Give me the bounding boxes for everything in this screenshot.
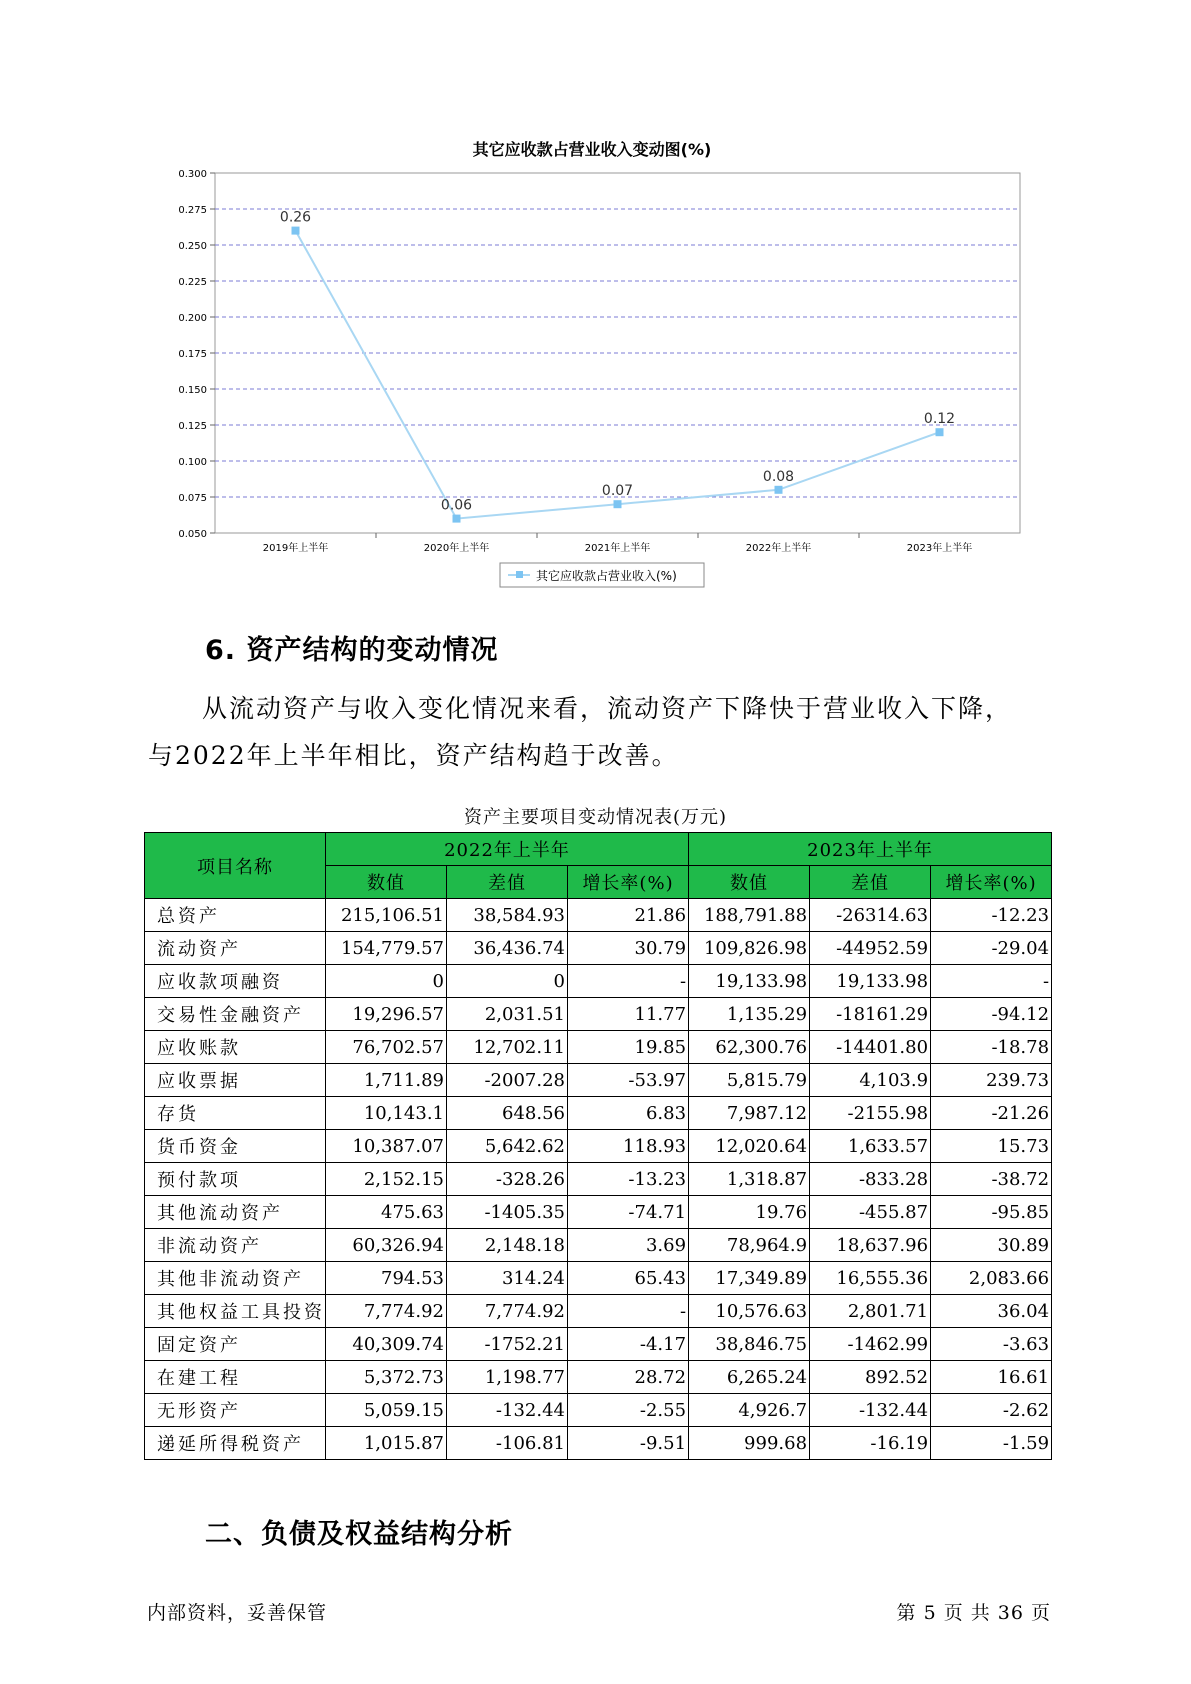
cell-growth-2022: -53.97: [568, 1064, 689, 1097]
cell-growth-2022: -13.23: [568, 1163, 689, 1196]
cell-value-2022: 0: [326, 965, 447, 998]
cell-value-2022: 5,372.73: [326, 1361, 447, 1394]
table-row: [145, 1163, 1052, 1196]
cell-value-2023: 999.68: [689, 1427, 810, 1460]
cell-item-name: 货币资金: [145, 1130, 326, 1163]
cell-value-2022: 76,702.57: [326, 1031, 447, 1064]
cell-growth-2023: 239.73: [931, 1064, 1052, 1097]
header-period-2022: 2022年上半年: [326, 833, 689, 866]
data-point-marker: [453, 515, 461, 523]
cell-growth-2022: 3.69: [568, 1229, 689, 1262]
subheader-value-2023: 数值: [689, 866, 810, 899]
legend-label: 其它应收款占营业收入(%): [536, 569, 677, 583]
cell-diff-2022: 1,198.77: [447, 1361, 568, 1394]
cell-item-name: 无形资产: [145, 1394, 326, 1427]
cell-diff-2023: -26314.63: [810, 899, 931, 932]
cell-value-2022: 475.63: [326, 1196, 447, 1229]
cell-item-name: 递延所得税资产: [145, 1427, 326, 1460]
y-tick-label: 0.125: [178, 421, 207, 432]
cell-diff-2023: -132.44: [810, 1394, 931, 1427]
paragraph-line-2: 与2022年上半年相比，资产结构趋于改善。: [148, 741, 679, 770]
cell-diff-2022: -328.26: [447, 1163, 568, 1196]
cell-growth-2022: -9.51: [568, 1427, 689, 1460]
subheader-growth-2023: 增长率(%): [931, 866, 1052, 899]
cell-item-name: 预付款项: [145, 1163, 326, 1196]
cell-value-2022: 60,326.94: [326, 1229, 447, 1262]
cell-value-2023: 7,987.12: [689, 1097, 810, 1130]
cell-diff-2022: 12,702.11: [447, 1031, 568, 1064]
cell-diff-2023: 16,555.36: [810, 1262, 931, 1295]
cell-item-name: 固定资产: [145, 1328, 326, 1361]
subheader-growth-2022: 增长率(%): [568, 866, 689, 899]
cell-growth-2022: 11.77: [568, 998, 689, 1031]
cell-value-2023: 78,964.9: [689, 1229, 810, 1262]
cell-diff-2023: -833.28: [810, 1163, 931, 1196]
cell-item-name: 交易性金融资产: [145, 998, 326, 1031]
subheader-value-2022: 数值: [326, 866, 447, 899]
table-row: [145, 1031, 1052, 1064]
cell-diff-2022: 38,584.93: [447, 899, 568, 932]
cell-value-2022: 10,143.1: [326, 1097, 447, 1130]
table-caption: 资产主要项目变动情况表(万元): [463, 807, 728, 828]
data-value-label: 0.26: [279, 209, 312, 226]
data-value-label: 0.12: [923, 411, 956, 428]
cell-diff-2023: 18,637.96: [810, 1229, 931, 1262]
cell-item-name: 应收账款: [145, 1031, 326, 1064]
cell-diff-2023: 4,103.9: [810, 1064, 931, 1097]
cell-growth-2022: 28.72: [568, 1361, 689, 1394]
cell-value-2023: 19.76: [689, 1196, 810, 1229]
cell-growth-2023: 15.73: [931, 1130, 1052, 1163]
y-tick-label: 0.050: [178, 529, 207, 540]
cell-value-2023: 5,815.79: [689, 1064, 810, 1097]
y-tick-label: 0.200: [178, 313, 207, 324]
data-value-label: 0.07: [601, 483, 634, 500]
cell-diff-2022: -132.44: [447, 1394, 568, 1427]
cell-growth-2023: -38.72: [931, 1163, 1052, 1196]
cell-growth-2023: -: [931, 965, 1052, 998]
cell-value-2023: 62,300.76: [689, 1031, 810, 1064]
cell-value-2023: 6,265.24: [689, 1361, 810, 1394]
y-tick-label: 0.150: [178, 385, 207, 396]
cell-diff-2023: -18161.29: [810, 998, 931, 1031]
cell-value-2023: 38,846.75: [689, 1328, 810, 1361]
table-row: [145, 899, 1052, 932]
asset-structure-paragraph: [148, 685, 1048, 779]
cell-diff-2023: -14401.80: [810, 1031, 931, 1064]
cell-growth-2023: -21.26: [931, 1097, 1052, 1130]
cell-diff-2022: 36,436.74: [447, 932, 568, 965]
data-value-label: 0.06: [440, 497, 473, 514]
y-tick-label: 0.300: [178, 169, 207, 180]
header-period-2023: 2023年上半年: [689, 833, 1052, 866]
cell-diff-2023: -1462.99: [810, 1328, 931, 1361]
cell-diff-2022: -106.81: [447, 1427, 568, 1460]
cell-item-name: 非流动资产: [145, 1229, 326, 1262]
cell-diff-2023: 19,133.98: [810, 965, 931, 998]
cell-value-2022: 215,106.51: [326, 899, 447, 932]
cell-growth-2022: 65.43: [568, 1262, 689, 1295]
cell-value-2022: 5,059.15: [326, 1394, 447, 1427]
cell-growth-2023: -12.23: [931, 899, 1052, 932]
subheader-diff-2022: 差值: [447, 866, 568, 899]
cell-diff-2023: -44952.59: [810, 932, 931, 965]
cell-growth-2023: -1.59: [931, 1427, 1052, 1460]
subheader-diff-2023: 差值: [810, 866, 931, 899]
cell-growth-2023: -29.04: [931, 932, 1052, 965]
cell-diff-2022: 7,774.92: [447, 1295, 568, 1328]
table-row: [145, 1130, 1052, 1163]
cell-growth-2023: 30.89: [931, 1229, 1052, 1262]
cell-growth-2022: 21.86: [568, 899, 689, 932]
table-row: [145, 1097, 1052, 1130]
cell-growth-2022: 19.85: [568, 1031, 689, 1064]
cell-value-2022: 10,387.07: [326, 1130, 447, 1163]
cell-value-2023: 17,349.89: [689, 1262, 810, 1295]
x-tick-label: 2021年上半年: [584, 543, 651, 554]
cell-diff-2022: -1752.21: [447, 1328, 568, 1361]
cell-value-2023: 1,318.87: [689, 1163, 810, 1196]
cell-value-2023: 10,576.63: [689, 1295, 810, 1328]
line-chart-svg: [160, 135, 1040, 595]
footer-page-number: 第 5 页 共 36 页: [896, 1602, 1051, 1624]
cell-diff-2023: 2,801.71: [810, 1295, 931, 1328]
cell-growth-2022: -2.55: [568, 1394, 689, 1427]
cell-value-2023: 19,133.98: [689, 965, 810, 998]
asset-items-table: [144, 832, 1052, 1460]
cell-diff-2022: 2,148.18: [447, 1229, 568, 1262]
cell-item-name: 在建工程: [145, 1361, 326, 1394]
cell-diff-2022: -1405.35: [447, 1196, 568, 1229]
chart-title: 其它应收款占营业收入变动图(%): [472, 140, 712, 159]
cell-item-name: 应收票据: [145, 1064, 326, 1097]
table-row: [145, 1328, 1052, 1361]
cell-item-name: 其他权益工具投资: [145, 1295, 326, 1328]
cell-item-name: 应收款项融资: [145, 965, 326, 998]
cell-growth-2022: 118.93: [568, 1130, 689, 1163]
cell-value-2023: 109,826.98: [689, 932, 810, 965]
table-row: [145, 998, 1052, 1031]
y-tick-label: 0.100: [178, 457, 207, 468]
table-row: [145, 1064, 1052, 1097]
table-row: [145, 932, 1052, 965]
y-tick-label: 0.250: [178, 241, 207, 252]
y-tick-label: 0.075: [178, 493, 207, 504]
cell-diff-2023: -455.87: [810, 1196, 931, 1229]
cell-growth-2023: -18.78: [931, 1031, 1052, 1064]
cell-value-2023: 188,791.88: [689, 899, 810, 932]
table-row: [145, 1394, 1052, 1427]
table-row: [145, 1361, 1052, 1394]
cell-item-name: 其他流动资产: [145, 1196, 326, 1229]
other-receivables-chart: [160, 135, 1040, 595]
data-point-marker: [936, 428, 944, 436]
header-item-name: 项目名称: [145, 833, 326, 899]
cell-item-name: 其他非流动资产: [145, 1262, 326, 1295]
cell-value-2022: 154,779.57: [326, 932, 447, 965]
table-row: [145, 1229, 1052, 1262]
cell-diff-2022: 5,642.62: [447, 1130, 568, 1163]
cell-diff-2023: -16.19: [810, 1427, 931, 1460]
table-row: [145, 1196, 1052, 1229]
table-row: [145, 1295, 1052, 1328]
y-tick-label: 0.225: [178, 277, 207, 288]
cell-diff-2023: 1,633.57: [810, 1130, 931, 1163]
cell-value-2022: 1,711.89: [326, 1064, 447, 1097]
cell-value-2023: 12,020.64: [689, 1130, 810, 1163]
legend-marker-sample: [516, 571, 523, 578]
table-row: [145, 1427, 1052, 1460]
cell-growth-2023: 2,083.66: [931, 1262, 1052, 1295]
x-tick-label: 2020年上半年: [423, 543, 490, 554]
cell-value-2023: 1,135.29: [689, 998, 810, 1031]
cell-diff-2022: 648.56: [447, 1097, 568, 1130]
cell-value-2022: 1,015.87: [326, 1427, 447, 1460]
cell-growth-2023: 16.61: [931, 1361, 1052, 1394]
cell-growth-2022: -: [568, 965, 689, 998]
cell-value-2022: 19,296.57: [326, 998, 447, 1031]
x-tick-label: 2022年上半年: [745, 543, 812, 554]
cell-growth-2022: -74.71: [568, 1196, 689, 1229]
cell-value-2022: 40,309.74: [326, 1328, 447, 1361]
cell-item-name: 总资产: [145, 899, 326, 932]
cell-growth-2023: -95.85: [931, 1196, 1052, 1229]
data-point-marker: [292, 227, 300, 235]
chart-legend: [500, 563, 704, 587]
table-row: [145, 1262, 1052, 1295]
cell-growth-2022: 6.83: [568, 1097, 689, 1130]
cell-growth-2023: -94.12: [931, 998, 1052, 1031]
cell-diff-2023: -2155.98: [810, 1097, 931, 1130]
cell-growth-2022: -: [568, 1295, 689, 1328]
y-tick-label: 0.175: [178, 349, 207, 360]
cell-growth-2023: -2.62: [931, 1394, 1052, 1427]
footer-confidential-note: 内部资料，妥善保管: [147, 1602, 328, 1624]
cell-item-name: 流动资产: [145, 932, 326, 965]
cell-value-2022: 794.53: [326, 1262, 447, 1295]
section-heading-liabilities-equity: 二、负债及权益结构分析: [205, 1519, 513, 1550]
cell-value-2023: 4,926.7: [689, 1394, 810, 1427]
cell-item-name: 存货: [145, 1097, 326, 1130]
table-row: [145, 965, 1052, 998]
x-tick-label: 2019年上半年: [262, 543, 329, 554]
y-tick-label: 0.275: [178, 205, 207, 216]
section-heading-asset-structure: 6. 资产结构的变动情况: [205, 635, 499, 666]
cell-value-2022: 7,774.92: [326, 1295, 447, 1328]
cell-growth-2022: -4.17: [568, 1328, 689, 1361]
cell-diff-2022: 0: [447, 965, 568, 998]
table-body: [145, 899, 1052, 1460]
cell-growth-2022: 30.79: [568, 932, 689, 965]
cell-growth-2023: 36.04: [931, 1295, 1052, 1328]
data-value-label: 0.08: [762, 468, 795, 485]
paragraph-line-1: 从流动资产与收入变化情况来看，流动资产下降快于营业收入下降，: [202, 694, 1013, 723]
table-header: [145, 833, 1052, 899]
cell-value-2022: 2,152.15: [326, 1163, 447, 1196]
x-tick-label: 2023年上半年: [906, 543, 973, 554]
cell-diff-2023: 892.52: [810, 1361, 931, 1394]
cell-growth-2023: -3.63: [931, 1328, 1052, 1361]
data-point-marker: [614, 500, 622, 508]
cell-diff-2022: -2007.28: [447, 1064, 568, 1097]
data-point-marker: [775, 486, 783, 494]
cell-diff-2022: 2,031.51: [447, 998, 568, 1031]
cell-diff-2022: 314.24: [447, 1262, 568, 1295]
